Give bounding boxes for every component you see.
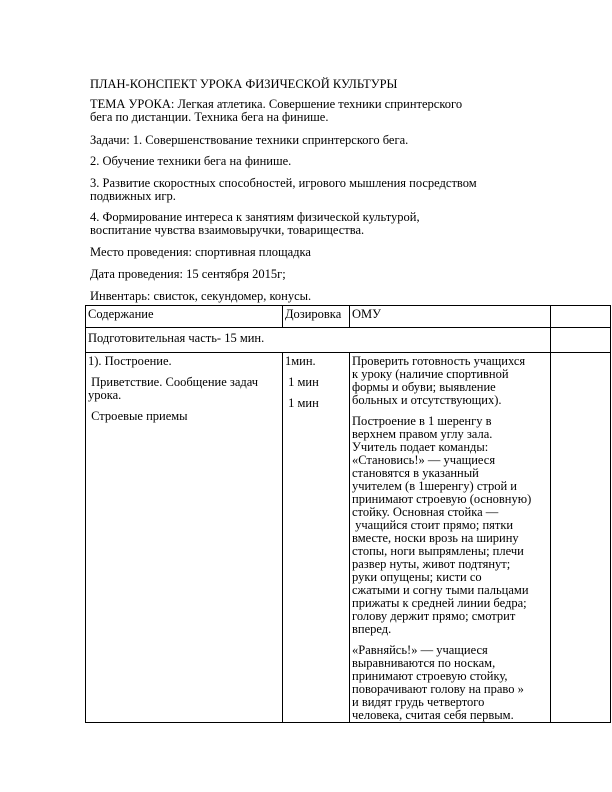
task-3-line-2: подвижных игр. [90,189,176,203]
header-extra [551,306,611,328]
content-item-1: 1). Построение. [88,354,172,368]
lesson-date: Дата проведения: 15 сентября 2015г; [90,267,286,281]
section-extra [551,328,611,353]
page-title: ПЛАН-КОНСПЕКТ УРОКА ФИЗИЧЕСКОЙ КУЛЬТУРЫ [90,77,398,91]
lesson-inventory: Инвентарь: свисток, секундомер, конусы. [90,289,312,303]
omu-paragraph-3: «Равняйсь!» — учащиеся выравниваются по носкам, принимают строевую стойку, поворачивают голову на право » и видят грудь четвертого человека, считая себя первым. [352,643,524,722]
omu-cell [350,353,551,723]
dosage-1: 1мин. [285,354,316,368]
task-2: 2. Обучение техники бега на финише. [90,154,292,168]
header-content: Содержание [86,306,283,328]
table-header-row [86,306,611,328]
task-4-line-1: 4. Формирование интереса к занятиям физической культурой, [90,210,420,224]
lesson-plan-table [85,305,611,723]
lesson-topic-line-1: ТЕМА УРОКА: Легкая атлетика. Совершение техники спринтерского [90,97,463,111]
omu-paragraph-1: Проверить готовность учащихся к уроку (наличие спортивной формы и обуви; выявление больных и отсутствующих). [352,354,526,407]
extra-cell [551,353,611,723]
task-4-line-2: воспитание чувства взаимовыручки, товарищества. [90,223,365,237]
table-section-row [86,328,611,353]
content-cell [86,353,283,723]
omu-paragraph-2: Построение в 1 шеренгу в верхнем правом углу зала. Учитель подает команды: «Становись!» — учащиеся становятся в указанный учителем (в 1шеренгу) строй и принимают строевую (основную) стойку. Основная стойка — учащийся стоит прямо; пятки вместе, носки врозь на ширину стопы, ноги выпрямлены; плечи развер нуты, живот подтянут; руки опущены; кисти со сжатыми и согну тыми пальцами прижаты к средней линии бедра; голову держит прямо; смотрит вперед. [352,414,532,636]
section-title: Подготовительная часть- 15 мин. [86,328,551,353]
lesson-topic-line-2: бега по дистанции. Техника бега на финише. [90,110,329,124]
dosage-cell [283,353,350,723]
content-item-2-line-1: Приветствие. Сообщение задач [88,375,259,389]
lesson-place: Место проведения: спортивная площадка [90,245,311,259]
header-dosage: Дозировка [283,306,350,328]
task-3-line-1: 3. Развитие скоростных способностей, игрового мышления посредством [90,176,477,190]
header-omu: ОМУ [350,306,551,328]
dosage-2: 1 мин [285,375,319,389]
table-row [86,353,611,723]
content-item-2-line-2: урока. [88,388,122,402]
task-1: Задачи: 1. Совершенствование техники спринтерского бега. [90,133,409,147]
content-item-3: Строевые приемы [88,409,188,423]
dosage-3: 1 мин [285,396,319,410]
